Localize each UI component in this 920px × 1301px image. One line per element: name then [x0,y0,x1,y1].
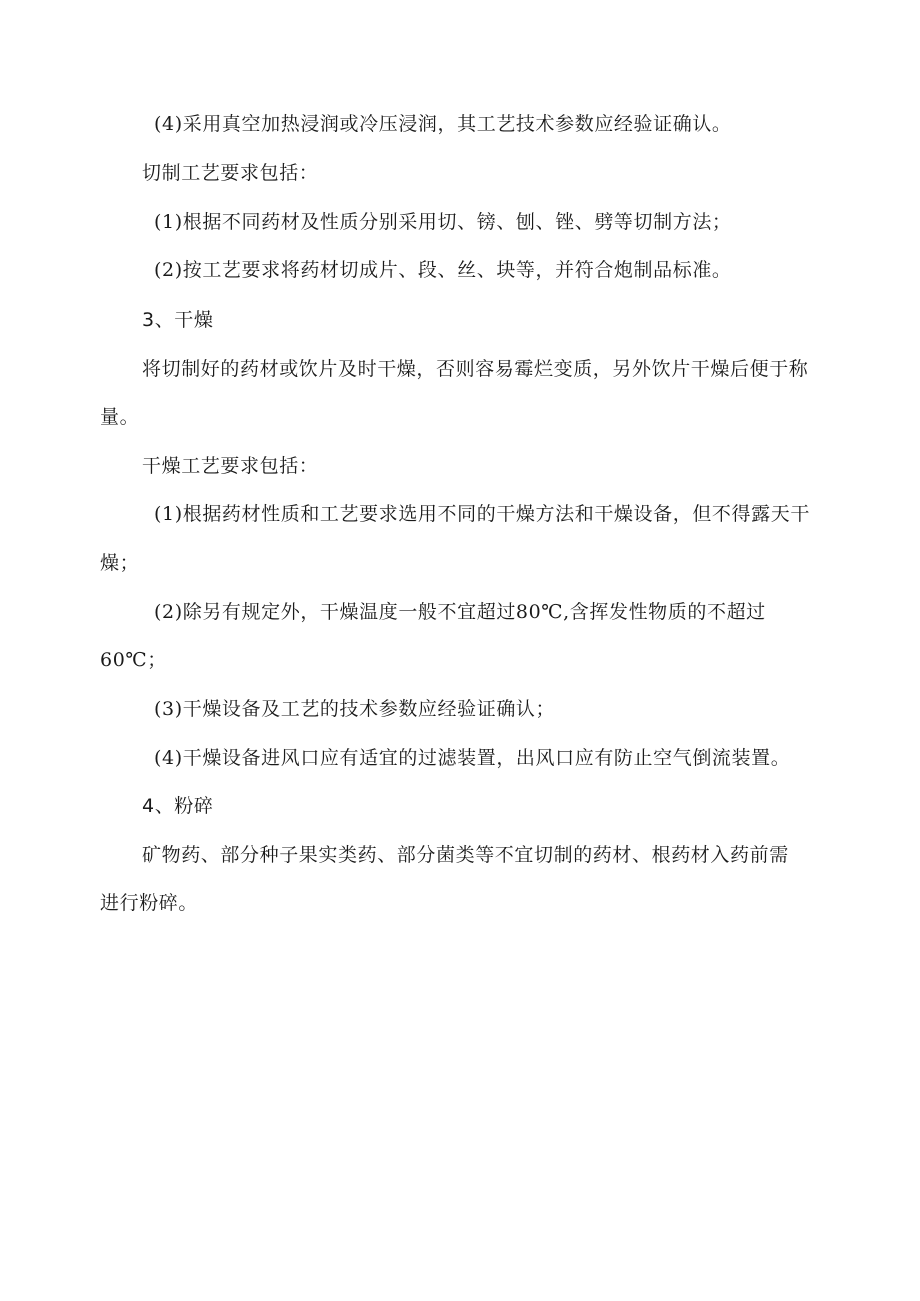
paragraph-line: (2)除另有规定外，干燥温度一般不宜超过80℃,含挥发性物质的不超过 [154,601,766,623]
paragraph-line: 干燥工艺要求包括： [142,455,319,477]
paragraph-line: 将切制好的药材或饮片及时干燥，否则容易霉烂变质，另外饮片干燥后便于称 [142,358,809,380]
paragraph-line: 进行粉碎。 [100,892,199,914]
section-heading: 3、干燥 [142,309,214,331]
paragraph-line: 矿物药、部分种子果实类药、部分菌类等不宜切制的药材、根药材入药前需 [142,844,789,866]
paragraph-line: (3)干燥设备及工艺的技术参数应经验证确认； [154,698,556,720]
paragraph-line: (2)按工艺要求将药材切成片、段、丝、块等，并符合炮制品标准。 [154,259,732,281]
paragraph-line: (1)根据不同药材及性质分别采用切、镑、刨、锉、劈等切制方法； [154,211,732,233]
section-heading: 4、粉碎 [142,795,214,817]
paragraph-line: (1)根据药材性质和工艺要求选用不同的干燥方法和干燥设备，但不得露天干 [154,503,810,525]
paragraph-line: 燥； [100,552,140,574]
paragraph-line: 60℃； [100,649,167,671]
paragraph-line: 量。 [100,406,140,428]
paragraph-line: 切制工艺要求包括： [142,162,319,184]
paragraph-line: (4)采用真空加热浸润或冷压浸润，其工艺技术参数应经验证确认。 [154,113,732,135]
paragraph-line: (4)干燥设备进风口应有适宜的过滤装置，出风口应有防止空气倒流装置。 [154,747,791,769]
